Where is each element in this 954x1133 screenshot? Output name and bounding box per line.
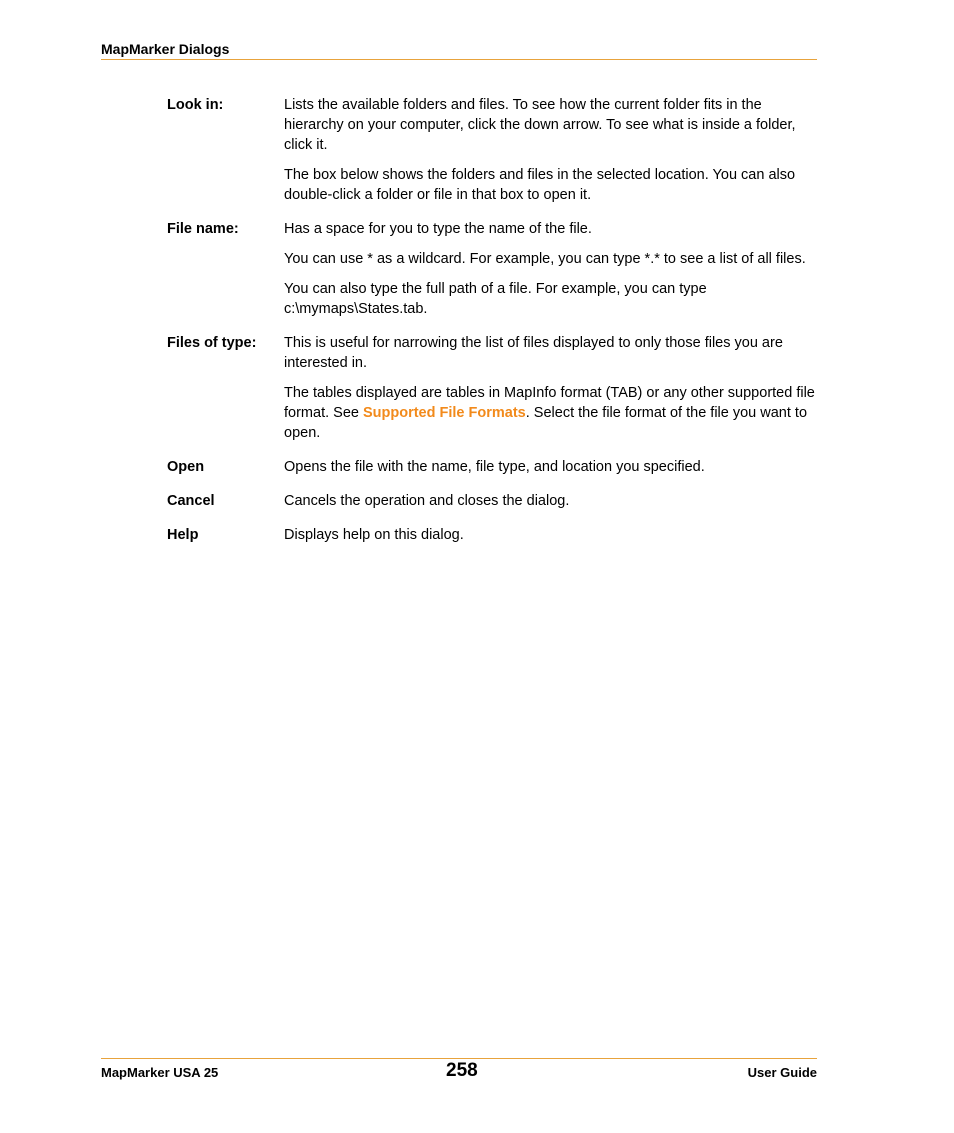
entry-help bbox=[167, 525, 817, 555]
footer-product-name: MapMarker USA 25 bbox=[101, 1065, 219, 1080]
desc-help bbox=[284, 525, 817, 555]
term-cancel: Cancel bbox=[167, 493, 215, 509]
paragraph: You can use * as a wildcard. For example, you can type *.* to see a list of all files. bbox=[284, 251, 806, 267]
footer-guide-title: User Guide bbox=[747, 1065, 817, 1080]
paragraph: Lists the available folders and files. To see how the current folder fits in the hierarchy on your computer, click the down arrow. To see what is inside a folder, click it. bbox=[284, 97, 796, 153]
entry-cancel bbox=[167, 491, 817, 521]
desc-files-of-type bbox=[284, 333, 817, 453]
header-title: MapMarker Dialogs bbox=[101, 41, 230, 57]
desc-look-in bbox=[284, 95, 817, 215]
paragraph: You can also type the full path of a file. For example, you can type c:\mymaps\States.tab. bbox=[284, 281, 707, 317]
term-files-of-type: Files of type: bbox=[167, 335, 257, 351]
desc-file-name bbox=[284, 219, 817, 329]
entry-open bbox=[167, 457, 817, 487]
term-file-name: File name: bbox=[167, 221, 239, 237]
entry-files-of-type bbox=[167, 333, 817, 453]
paragraph-with-link bbox=[284, 383, 817, 443]
paragraph: Opens the file with the name, file type, and location you specified. bbox=[284, 459, 705, 475]
entry-look-in bbox=[167, 95, 817, 215]
page-header bbox=[101, 40, 817, 60]
paragraph: This is useful for narrowing the list of files displayed to only those files you are interested in. bbox=[284, 335, 783, 371]
desc-open bbox=[284, 457, 817, 487]
paragraph: The box below shows the folders and files in the selected location. You can also double-click a folder or file in that box to open it. bbox=[284, 167, 796, 203]
paragraph: Displays help on this dialog. bbox=[284, 527, 464, 543]
term-look-in: Look in: bbox=[167, 97, 224, 113]
term-help: Help bbox=[167, 527, 199, 543]
entry-file-name bbox=[167, 219, 817, 329]
page-footer bbox=[101, 1058, 817, 1088]
page-number: 258 bbox=[446, 1060, 478, 1081]
text-before-link: The tables displayed are tables in MapInfo format (TAB) or any other supported file format. See bbox=[284, 385, 815, 421]
definition-list bbox=[167, 95, 817, 559]
term-open: Open bbox=[167, 459, 205, 475]
text-after-link: . Select the file format of the file you want to open. bbox=[284, 405, 808, 441]
paragraph: Has a space for you to type the name of the file. bbox=[284, 221, 592, 237]
desc-cancel bbox=[284, 491, 817, 521]
supported-file-formats-link[interactable]: Supported File Formats bbox=[362, 405, 526, 421]
paragraph: Cancels the operation and closes the dialog. bbox=[284, 493, 570, 509]
